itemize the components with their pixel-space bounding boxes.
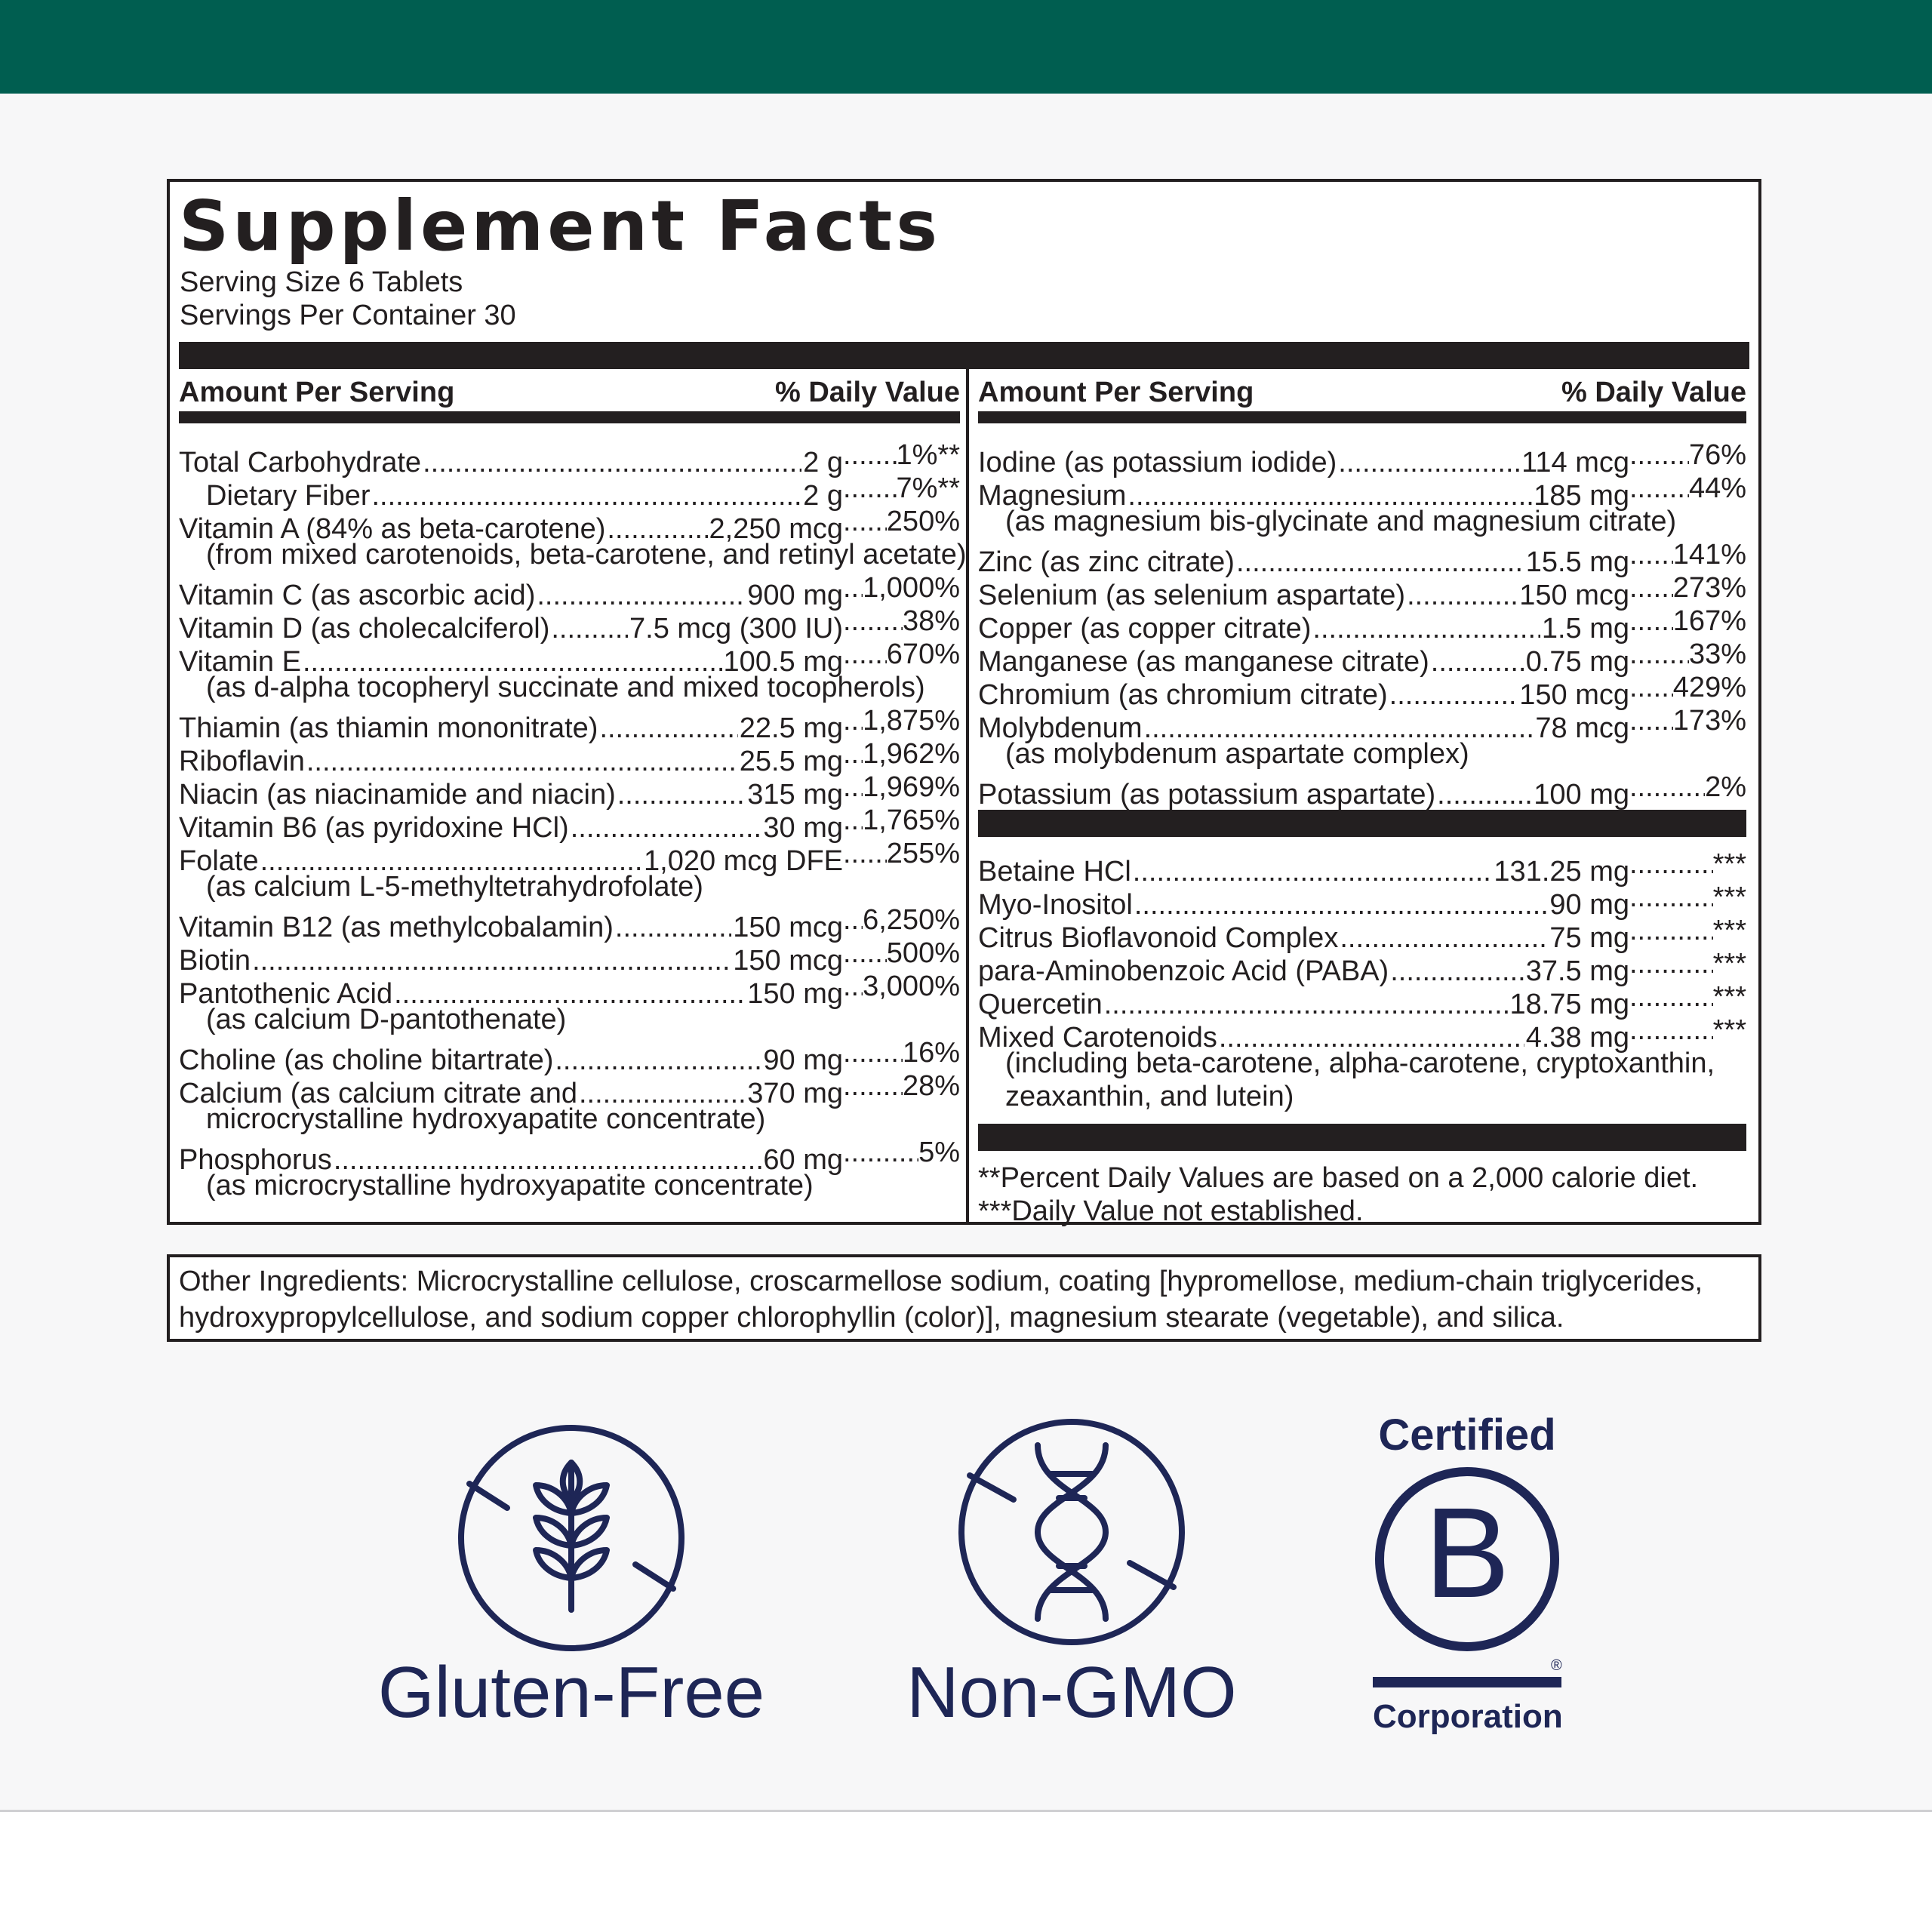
nutrient-name: Quercetin xyxy=(978,989,1103,1020)
daily-value-text: 250% xyxy=(886,506,960,537)
nutrient-name: Total Carbohydrate xyxy=(179,447,422,478)
leader-dots xyxy=(1629,980,1713,1014)
leader-dots xyxy=(1437,778,1532,811)
right-column-header xyxy=(978,369,1746,411)
nutrient-name: Chromium (as chromium citrate) xyxy=(978,679,1388,711)
footnote-percent-dv: **Percent Daily Values are based on a 2,000 calorie diet. xyxy=(978,1162,1699,1194)
nutrient-daily-value xyxy=(843,804,960,837)
other-actives-rows xyxy=(978,848,1746,1113)
daily-value-text: 1,962% xyxy=(863,738,960,770)
nutrient-daily-value xyxy=(843,1036,960,1069)
nutrient-row xyxy=(179,903,960,943)
daily-value-text: 1%** xyxy=(896,439,960,471)
nutrient-amount: 114 mcg xyxy=(1521,447,1629,478)
nutrient-amount: 150 mcg xyxy=(733,945,843,977)
nutrient-amount: 100.5 mg xyxy=(723,646,843,678)
leader-dots xyxy=(843,571,863,605)
daily-value-text: *** xyxy=(1712,948,1746,980)
nutrient-name: Niacin (as niacinamide and niacin) xyxy=(179,779,616,811)
nutrient-daily-value xyxy=(1629,704,1746,737)
leader-dots xyxy=(1629,638,1689,671)
leader-dots xyxy=(1629,704,1673,737)
daily-value-text: 76% xyxy=(1688,439,1746,471)
nutrient-amount: 2 g xyxy=(803,480,843,512)
right-column xyxy=(978,369,1746,1228)
nutrient-amount: 90 mg xyxy=(1549,889,1629,921)
nutrient-name: Betaine HCl xyxy=(978,856,1131,888)
bcorp-rule xyxy=(1373,1677,1561,1687)
daily-value-text: 1,000% xyxy=(863,572,960,604)
nutrient-amount: 78 mcg xyxy=(1535,712,1629,744)
nutrient-amount: 150 mcg xyxy=(733,912,843,943)
nutrient-amount: 0.75 mg xyxy=(1525,646,1629,678)
nutrient-amount: 1,020 mcg DFE xyxy=(644,845,843,877)
leader-dots xyxy=(1629,914,1713,947)
nutrient-daily-value xyxy=(843,472,960,505)
facts-title: Supplement Facts xyxy=(179,186,941,266)
daily-value-text: *** xyxy=(1712,848,1746,880)
nutrient-name: Phosphorus xyxy=(179,1144,332,1176)
leader-dots xyxy=(843,605,903,638)
leader-dots xyxy=(599,712,737,745)
leader-dots xyxy=(843,903,863,937)
daily-value-text: 7%** xyxy=(896,472,960,504)
nutrient-note: microcrystalline hydroxyapatite concentrate) xyxy=(206,1103,766,1135)
nutrient-note: zeaxanthin, and lutein) xyxy=(1005,1081,1294,1112)
leader-dots xyxy=(615,911,731,944)
leader-dots xyxy=(1340,921,1548,955)
daily-value-text: 500% xyxy=(886,937,960,969)
leader-dots xyxy=(1629,671,1673,704)
daily-value-text: 1,875% xyxy=(863,705,960,737)
nutrient-amount: 185 mg xyxy=(1534,480,1629,512)
nutrient-note: (as microcrystalline hydroxyapatite concentrate) xyxy=(206,1170,814,1201)
nutrient-row xyxy=(179,704,960,744)
bcorp-certified-text: Certified xyxy=(1378,1411,1556,1460)
daily-value-text: 3,000% xyxy=(863,971,960,1002)
leader-dots xyxy=(252,944,731,977)
nutrient-amount: 1.5 mg xyxy=(1541,613,1629,645)
nutrient-amount: 37.5 mg xyxy=(1525,955,1629,987)
leader-dots xyxy=(551,612,628,645)
nutrient-name: Copper (as copper citrate) xyxy=(978,613,1312,645)
other-ingredients: Other Ingredients: Microcrystalline cellulose, croscarmellose sodium, coating [hypromellose, medium-chain triglycerides, hydroxypropylcellulose, and sodium copper chlorophyllin (color)], magnesium stearate (vegetable), and silica. xyxy=(167,1254,1761,1342)
dv-header: % Daily Value xyxy=(1561,377,1746,408)
daily-value-text: *** xyxy=(1712,881,1746,913)
daily-value-text: 2% xyxy=(1705,771,1746,803)
nutrient-row xyxy=(179,1036,960,1076)
leader-dots xyxy=(1104,988,1509,1021)
nutrient-daily-value xyxy=(1629,638,1746,671)
nutrient-amount: 25.5 mg xyxy=(739,746,843,777)
section-rule xyxy=(978,1124,1746,1151)
nutrient-name: Vitamin B12 (as methylcobalamin) xyxy=(179,912,614,943)
nutrient-note: (as d-alpha tocopheryl succinate and mixed tocopherols) xyxy=(206,672,925,703)
column-divider xyxy=(966,369,969,1222)
daily-value-text: 44% xyxy=(1688,472,1746,504)
nutrient-amount: 2 g xyxy=(803,447,843,478)
nutrient-daily-value xyxy=(1629,848,1746,881)
nutrient-note: (from mixed carotenoids, beta-carotene, and retinyl acetate) xyxy=(206,539,967,571)
leader-dots xyxy=(843,737,863,771)
dv-header: % Daily Value xyxy=(774,377,960,408)
leader-dots xyxy=(843,1136,918,1169)
leader-dots xyxy=(843,438,897,472)
daily-value-text: 255% xyxy=(886,838,960,869)
nutrient-name: Calcium (as calcium citrate and xyxy=(179,1078,577,1109)
bcorp-corporation-text: Corporation xyxy=(1373,1698,1563,1735)
leader-dots xyxy=(843,1069,903,1103)
nutrient-amount: 7.5 mcg (300 IU) xyxy=(629,613,843,645)
left-column xyxy=(179,369,967,1202)
nutrient-note: (as molybdenum aspartate complex) xyxy=(1005,738,1469,770)
leader-dots xyxy=(423,446,801,479)
leader-dots xyxy=(843,704,863,737)
nutrient-daily-value xyxy=(1629,671,1746,704)
nutrient-amount: 315 mg xyxy=(747,779,843,811)
nutrient-daily-value xyxy=(843,903,960,937)
leader-dots xyxy=(1236,546,1524,579)
left-nutrient-rows xyxy=(179,423,967,1202)
nutrient-name: Folate xyxy=(179,845,259,877)
daily-value-text: 167% xyxy=(1672,605,1746,637)
b-corp-logo xyxy=(1373,1465,1561,1654)
amount-header: Amount Per Serving xyxy=(179,377,455,408)
right-nutrient-rows xyxy=(978,423,1746,811)
leader-dots xyxy=(1390,955,1524,988)
leader-dots xyxy=(1629,605,1673,638)
nutrient-name: Pantothenic Acid xyxy=(179,978,393,1010)
supplement-facts-panel xyxy=(167,179,1761,1225)
leader-dots xyxy=(1312,612,1540,645)
leader-dots xyxy=(1134,888,1549,921)
nutrient-daily-value xyxy=(843,970,960,1003)
daily-value-text: *** xyxy=(1712,981,1746,1013)
nutrient-name: Selenium (as selenium aspartate) xyxy=(978,580,1406,611)
nutrient-amount: 4.38 mg xyxy=(1525,1022,1629,1054)
daily-value-text: 1,969% xyxy=(863,771,960,803)
nutrient-daily-value xyxy=(1629,438,1746,472)
nutrient-amount: 100 mg xyxy=(1534,779,1629,811)
nutrient-daily-value xyxy=(1629,914,1746,947)
nutrient-row xyxy=(978,848,1746,888)
nutrient-note: (as magnesium bis-glycinate and magnesium citrate) xyxy=(1005,506,1677,537)
leader-dots xyxy=(306,745,738,778)
nutrient-daily-value xyxy=(1629,771,1746,804)
nutrient-row xyxy=(978,438,1746,478)
amount-header: Amount Per Serving xyxy=(978,377,1254,408)
header-rule xyxy=(179,411,960,423)
nutrient-amount: 15.5 mg xyxy=(1525,546,1629,578)
nutrient-daily-value xyxy=(1629,881,1746,914)
nutrient-amount: 75 mg xyxy=(1549,922,1629,954)
nutrient-daily-value xyxy=(843,837,960,870)
leader-dots xyxy=(843,837,887,870)
nutrient-name: Potassium (as potassium aspartate) xyxy=(978,779,1436,811)
servings-per-container: Servings Per Container 30 xyxy=(180,300,516,331)
nutrient-amount: 370 mg xyxy=(747,1078,843,1109)
nutrient-name: Magnesium xyxy=(978,480,1127,512)
daily-value-text: 670% xyxy=(886,638,960,670)
daily-value-text: 16% xyxy=(902,1037,960,1069)
nutrient-daily-value xyxy=(843,505,960,538)
nutrient-amount: 18.75 mg xyxy=(1509,989,1629,1020)
nutrient-daily-value xyxy=(1629,472,1746,505)
non-gmo-label: Non-GMO xyxy=(906,1652,1237,1733)
daily-value-text: 5% xyxy=(918,1137,960,1168)
leader-dots xyxy=(843,937,887,970)
leader-dots xyxy=(1629,881,1713,914)
nutrient-daily-value xyxy=(843,937,960,970)
thick-rule xyxy=(179,342,1749,369)
nutrient-daily-value xyxy=(843,771,960,804)
nutrient-name: Vitamin C (as ascorbic acid) xyxy=(179,580,536,611)
nutrient-note: (as calcium L-5-methyltetrahydrofolate) xyxy=(206,871,703,903)
bcorp-letter: B xyxy=(1424,1481,1510,1625)
nutrient-row xyxy=(179,571,960,611)
nutrient-row xyxy=(978,771,1746,811)
footnote-dv-not-established: ***Daily Value not established. xyxy=(978,1195,1364,1227)
nutrient-daily-value xyxy=(1629,980,1746,1014)
left-column-header xyxy=(179,369,960,411)
daily-value-text: 141% xyxy=(1672,539,1746,571)
nutrient-name: Vitamin E xyxy=(179,646,301,678)
bcorp-registered-mark: ® xyxy=(1551,1657,1562,1674)
nutrient-note: (including beta-carotene, alpha-carotene, cryptoxanthin, xyxy=(1005,1048,1715,1079)
nutrient-name: Manganese (as manganese citrate) xyxy=(978,646,1429,678)
leader-dots xyxy=(1389,678,1518,712)
daily-value-text: 33% xyxy=(1688,638,1746,670)
wheat-crossed-icon xyxy=(454,1421,688,1655)
nutrient-row xyxy=(179,1136,960,1176)
leader-dots xyxy=(843,970,863,1003)
nutrient-daily-value xyxy=(843,571,960,605)
nutrient-name: Biotin xyxy=(179,945,251,977)
nutrient-name: Vitamin A (84% as beta-carotene) xyxy=(179,513,606,545)
nutrient-daily-value xyxy=(843,704,960,737)
leader-dots xyxy=(1629,848,1713,881)
nutrient-amount: 150 mg xyxy=(747,978,843,1010)
daily-value-text: *** xyxy=(1712,1014,1746,1046)
nutrient-amount: 131.25 mg xyxy=(1494,856,1629,888)
leader-dots xyxy=(843,804,863,837)
nutrient-name: Myo-Inositol xyxy=(978,889,1133,921)
leader-dots xyxy=(1431,645,1524,678)
nutrient-name: Dietary Fiber xyxy=(206,480,371,512)
leader-dots xyxy=(1629,1014,1713,1047)
leader-dots xyxy=(1407,579,1518,612)
nutrient-amount: 2,250 mcg xyxy=(709,513,843,545)
nutrient-daily-value xyxy=(843,638,960,671)
nutrient-name: Zinc (as zinc citrate) xyxy=(978,546,1235,578)
nutrient-note: (as calcium D-pantothenate) xyxy=(206,1004,567,1035)
leader-dots xyxy=(537,579,746,612)
nutrient-daily-value xyxy=(1629,947,1746,980)
nutrient-daily-value xyxy=(1629,605,1746,638)
nutrient-daily-value xyxy=(843,438,960,472)
nutrient-name: Citrus Bioflavonoid Complex xyxy=(978,922,1339,954)
nutrient-amount: 30 mg xyxy=(763,812,843,844)
nutrient-name: Mixed Carotenoids xyxy=(978,1022,1217,1054)
daily-value-text: 28% xyxy=(902,1070,960,1102)
nutrient-name: Riboflavin xyxy=(179,746,305,777)
nutrient-daily-value xyxy=(843,1069,960,1103)
nutrient-daily-value xyxy=(1629,538,1746,571)
nutrient-amount: 60 mg xyxy=(763,1144,843,1176)
leader-dots xyxy=(843,638,887,671)
leader-dots xyxy=(843,505,887,538)
leader-dots xyxy=(1629,438,1689,472)
nutrient-name: Vitamin B6 (as pyridoxine HCl) xyxy=(179,812,569,844)
nutrient-name: Iodine (as potassium iodide) xyxy=(978,447,1337,478)
nutrient-daily-value xyxy=(843,1136,960,1169)
leader-dots xyxy=(843,771,863,804)
nutrient-name: Choline (as choline bitartrate) xyxy=(179,1044,554,1076)
header-rule xyxy=(978,411,1746,423)
leader-dots xyxy=(1629,571,1673,605)
nutrient-amount: 22.5 mg xyxy=(739,712,843,744)
nutrient-name: para-Aminobenzoic Acid (PABA) xyxy=(978,955,1389,987)
nutrient-name: Thiamin (as thiamin mononitrate) xyxy=(179,712,598,744)
nutrient-daily-value xyxy=(843,737,960,771)
nutrient-row xyxy=(978,538,1746,578)
leader-dots xyxy=(1629,947,1713,980)
leader-dots xyxy=(617,778,746,811)
brand-header-band xyxy=(0,0,1932,94)
daily-value-text: *** xyxy=(1712,915,1746,946)
leader-dots xyxy=(555,1044,761,1077)
nutrient-row xyxy=(179,438,960,478)
nutrient-daily-value xyxy=(1629,1014,1746,1047)
nutrient-daily-value xyxy=(843,605,960,638)
leader-dots xyxy=(1338,446,1520,479)
daily-value-text: 1,765% xyxy=(863,804,960,836)
section-rule xyxy=(978,810,1746,837)
leader-dots xyxy=(571,811,762,844)
daily-value-text: 38% xyxy=(902,605,960,637)
daily-value-text: 273% xyxy=(1672,572,1746,604)
daily-value-text: 173% xyxy=(1672,705,1746,737)
nutrient-name: Molybdenum xyxy=(978,712,1143,744)
nutrient-amount: 900 mg xyxy=(747,580,843,611)
leader-dots xyxy=(843,1036,903,1069)
gluten-free-label: Gluten-Free xyxy=(377,1652,765,1733)
nutrient-name: Vitamin D (as cholecalciferol) xyxy=(179,613,550,645)
leader-dots xyxy=(843,472,897,505)
nutrient-amount: 90 mg xyxy=(763,1044,843,1076)
daily-value-text: 429% xyxy=(1672,672,1746,703)
nutrient-amount: 150 mcg xyxy=(1519,580,1629,611)
nutrient-amount: 150 mcg xyxy=(1519,679,1629,711)
leader-dots xyxy=(1629,538,1673,571)
leader-dots xyxy=(1629,472,1689,505)
leader-dots xyxy=(1133,855,1493,888)
leader-dots xyxy=(372,479,802,512)
serving-size: Serving Size 6 Tablets xyxy=(180,266,463,298)
leader-dots xyxy=(1629,771,1705,804)
daily-value-text: 6,250% xyxy=(863,904,960,936)
nutrient-daily-value xyxy=(1629,571,1746,605)
dna-crossed-icon xyxy=(955,1415,1189,1649)
